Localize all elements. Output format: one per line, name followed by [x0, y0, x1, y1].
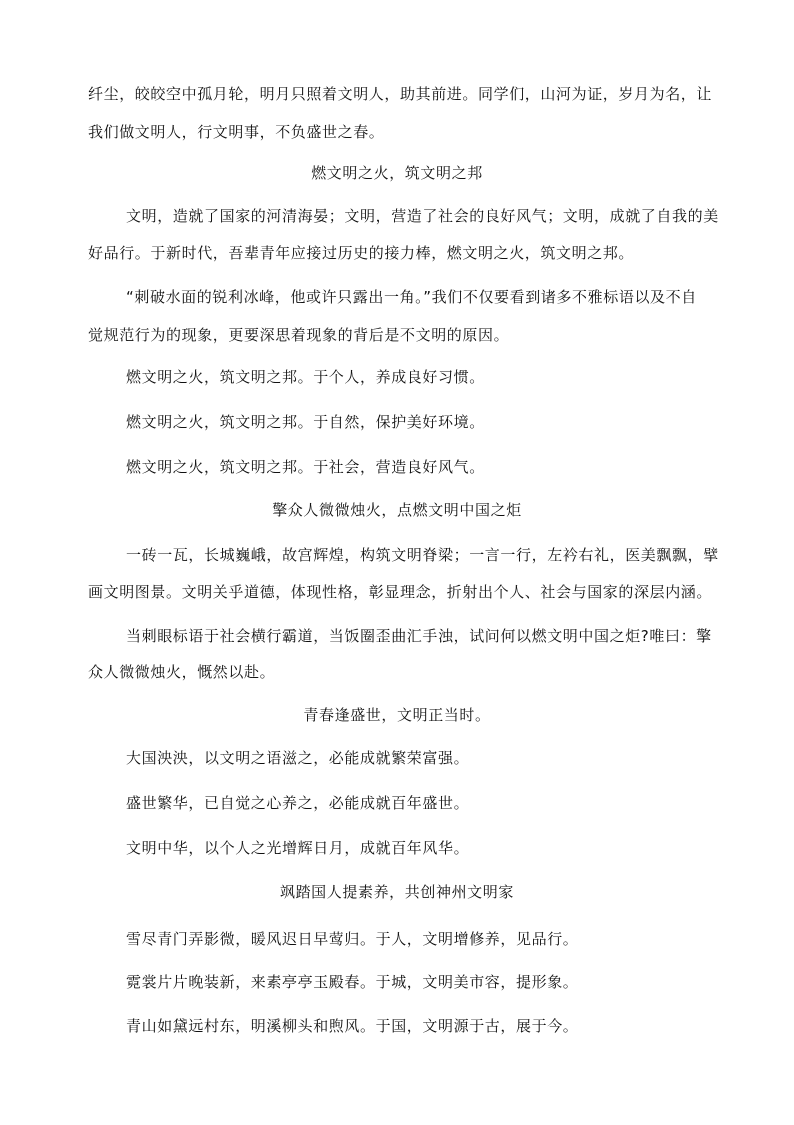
paragraph-line: 一砖一瓦，长城巍峨，故宫辉煌，构筑文明脊梁；一言一行，左衿右礼，医美飘飘，擘: [126, 546, 719, 564]
paragraph-line: 画文明图景。文明关乎道德，体现性格，彰显理念，折射出个人、社会与国家的深层内涵。: [88, 583, 713, 601]
list-item: 盛世繁华，已自觉之心养之，必能成就百年盛世。: [126, 794, 470, 812]
list-item: 青山如黛远村东，明溪柳头和煦风。于国，文明源于古，展于今。: [126, 1017, 579, 1035]
section-heading-3: 青春逢盛世，文明正当时。: [303, 706, 491, 724]
paragraph-line: 当刺眼标语于社会横行霸道，当饭圈歪曲汇手浊，试问何以燃文明中国之炬?唯曰：擎: [126, 627, 712, 645]
section-heading-2: 擎众人微微烛火，点燃文明中国之炬: [272, 501, 522, 519]
paragraph-line: “刺破水面的锐利冰峰，他或许只露出一角。”我们不仅要看到诸多不雅标语以及不自: [126, 288, 697, 306]
intro-line-1: 纤尘，皎皎空中孤月轮，明月只照着文明人，助其前进。同学们，山河为证，岁月为名，让: [88, 85, 713, 103]
list-item: 燃文明之火，筑文明之邦。于自然，保护美好环境。: [126, 413, 485, 431]
section-heading-4: 飒踏国人提素养，共创神州文明家: [279, 883, 514, 901]
list-item: 大国泱泱，以文明之语滋之，必能成就繁荣富强。: [126, 749, 470, 767]
paragraph-line: 好品行。于新时代，吾辈青年应接过历史的接力棒，燃文明之火，筑文明之邦。: [88, 244, 635, 262]
paragraph-line: 文明，造就了国家的河清海晏；文明，营造了社会的良好风气；文明，成就了自我的美: [126, 207, 719, 225]
list-item: 燃文明之火，筑文明之邦。于社会，营造良好风气。: [126, 458, 485, 476]
intro-line-2: 我们做文明人，行文明事，不负盛世之春。: [88, 123, 385, 141]
list-item: 霓裳片片晚装新，来素亭亭玉殿春。于城，文明美市容，提形象。: [126, 973, 579, 991]
list-item: 文明中华，以个人之光增辉日月，成就百年风华。: [126, 839, 470, 857]
section-heading-1: 燃文明之火，筑文明之邦: [311, 164, 483, 182]
list-item: 燃文明之火，筑文明之邦。于个人，养成良好习惯。: [126, 368, 485, 386]
paragraph-line: 觉规范行为的现象，更要深思着现象的背后是不文明的原因。: [88, 326, 510, 344]
list-item: 雪尽青门弄影微，暖风迟日早莺归。于人，文明增修养，见品行。: [126, 930, 579, 948]
paragraph-line: 众人微微烛火，慨然以赴。: [88, 663, 276, 681]
